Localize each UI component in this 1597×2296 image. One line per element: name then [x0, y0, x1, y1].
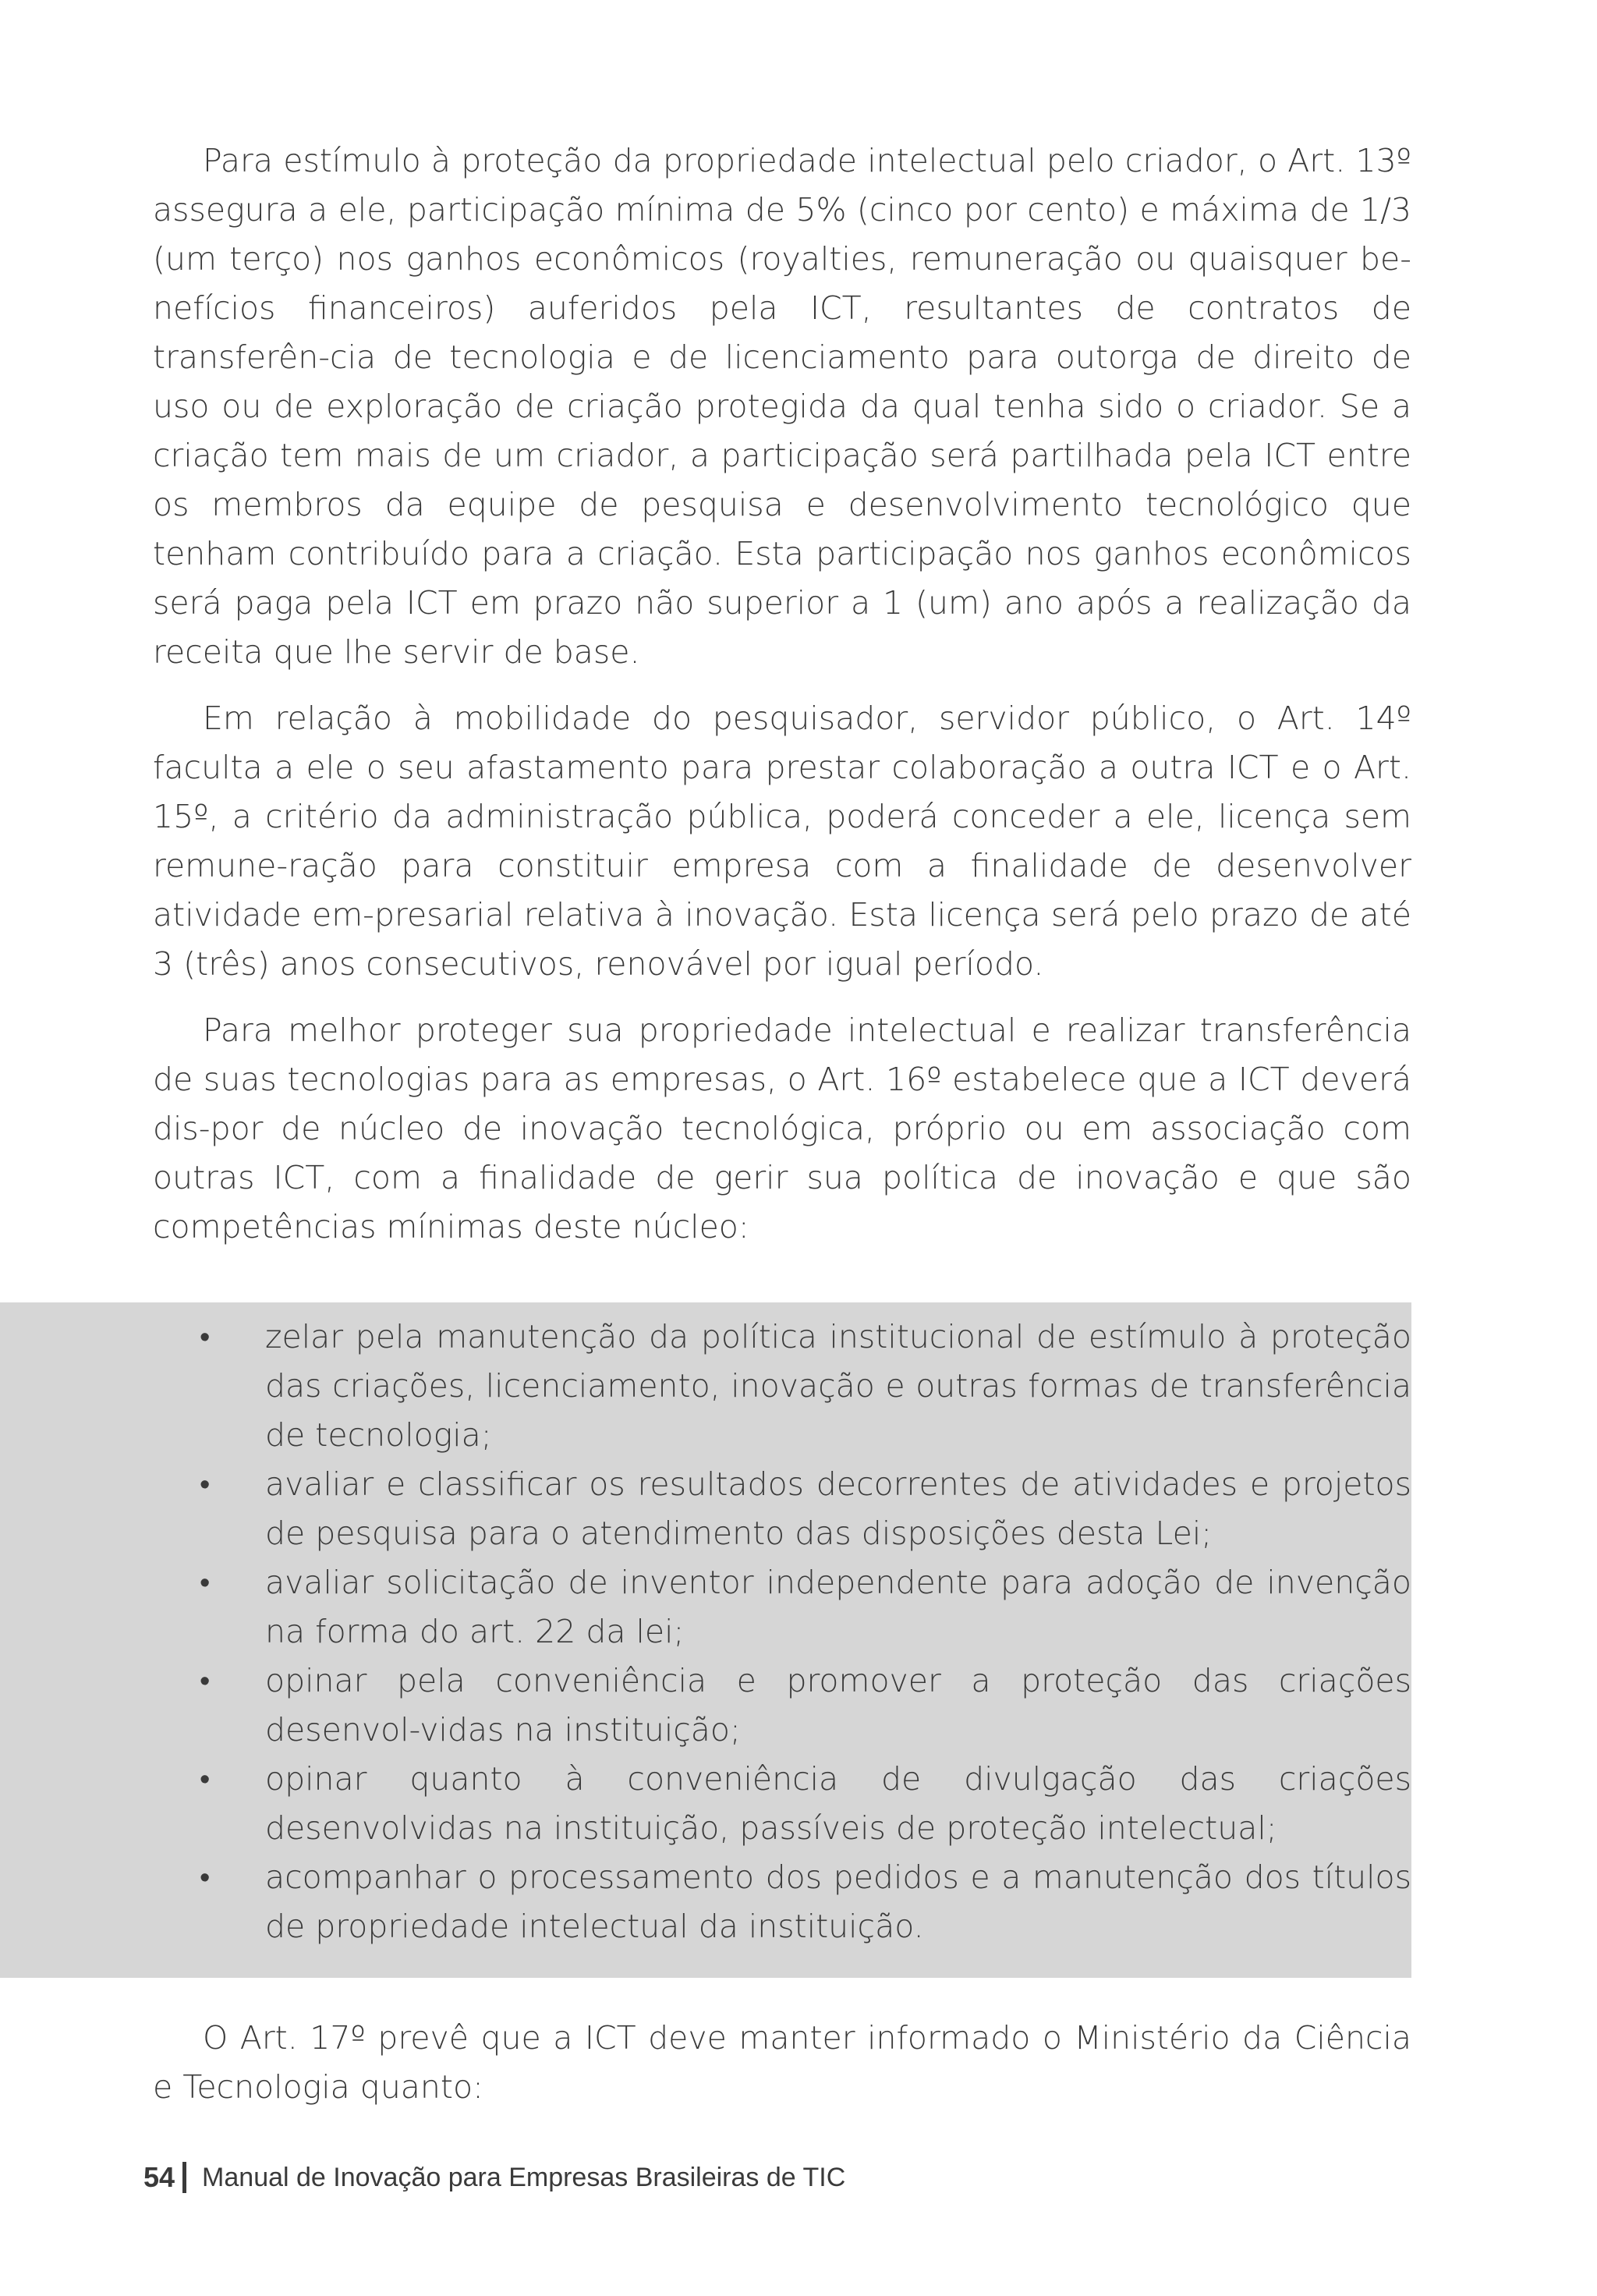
- list-item-text: avaliar e classificar os resultados decorrentes de atividades e projetos de pesquisa para o atendimento das disposições desta Lei;: [265, 1465, 1411, 1552]
- page-number: 54: [143, 2161, 175, 2193]
- paragraph-royalties: Para estímulo à proteção da propriedade intelectual pelo criador, o Art. 13º assegura a ele, participação mínima de 5% (cinco por cento) e máxima de 1/3 (um terço) nos ganhos econômicos (royalties, remuneração ou quaisquer be-nefícios financeiros) auferidos pela ICT, resultantes de contratos de transferên-cia de tecnologia e de licenciamento para outorga de direito de uso ou de exploração de criação protegida da qual tenha sido o criador. Se a criação tem mais de um criador, a participação será partilhada pela ICT entre os membros da equipe de pesquisa e desenvolvimento tecnológico que tenham contribuído para a criação. Esta participação nos ganhos econômicos será paga pela ICT em prazo não superior a 1 (um) ano após a realização da receita que lhe servir de base.: [153, 142, 1411, 671]
- bullet-icon: •: [200, 1467, 211, 1501]
- competencies-list: [200, 1313, 1411, 1951]
- list-item: [200, 1656, 1411, 1755]
- body-text-bottom: [153, 2014, 1411, 2112]
- bullet-icon: •: [200, 1664, 211, 1698]
- list-item: [200, 1558, 1411, 1656]
- bullet-icon: •: [200, 1320, 211, 1354]
- bullet-icon: •: [200, 1762, 211, 1796]
- list-item-text: opinar quanto à conveniência de divulgação das criações desenvolvidas na instituição, passíveis de proteção intelectual;: [265, 1760, 1411, 1847]
- list-item-text: opinar pela conveniência e promover a proteção das criações desenvol-vidas na instituição;: [265, 1662, 1411, 1749]
- list-item: [200, 1313, 1411, 1460]
- list-item: [200, 1755, 1411, 1853]
- paragraph-article-17: O Art. 17º prevê que a ICT deve manter informado o Ministério da Ciência e Tecnologia quanto:: [153, 2019, 1411, 2106]
- list-item-text: zelar pela manutenção da política institucional de estímulo à proteção das criações, licenciamento, inovação e outras formas de transferência de tecnologia;: [265, 1318, 1411, 1454]
- bullet-icon: •: [200, 1860, 211, 1894]
- bullet-icon: •: [200, 1565, 211, 1600]
- page-footer: [143, 2160, 845, 2195]
- footer-title: Manual de Inovação para Empresas Brasileiras de TIC: [202, 2162, 846, 2192]
- list-item-text: avaliar solicitação de inventor independente para adoção de invenção na forma do art. 22 da lei;: [265, 1564, 1411, 1650]
- paragraph-nucleus: Para melhor proteger sua propriedade intelectual e realizar transferência de suas tecnologias para as empresas, o Art. 16º estabelece que a ICT deverá dis-por de núcleo de inovação tecnológica, próprio ou em associação com outras ICT, com a finalidade de gerir sua política de inovação e que são competências mínimas deste núcleo:: [153, 1012, 1411, 1245]
- list-item-text: acompanhar o processamento dos pedidos e a manutenção dos títulos de propriedade intelectual da instituição.: [265, 1858, 1411, 1945]
- paragraph-mobility: Em relação à mobilidade do pesquisador, servidor público, o Art. 14º faculta a ele o seu afastamento para prestar colaboração a outra ICT e o Art. 15º, a critério da administração pública, poderá conceder a ele, licença sem remune-ração para constituir empresa com a finalidade de desenvolver atividade em-presarial relativa à inovação. Esta licença será pelo prazo de até 3 (três) anos consecutivos, renovável por igual período.: [153, 700, 1411, 983]
- list-item: [200, 1853, 1411, 1951]
- footer-separator: [182, 2162, 186, 2193]
- list-item: [200, 1460, 1411, 1558]
- body-text-top: [153, 136, 1411, 1252]
